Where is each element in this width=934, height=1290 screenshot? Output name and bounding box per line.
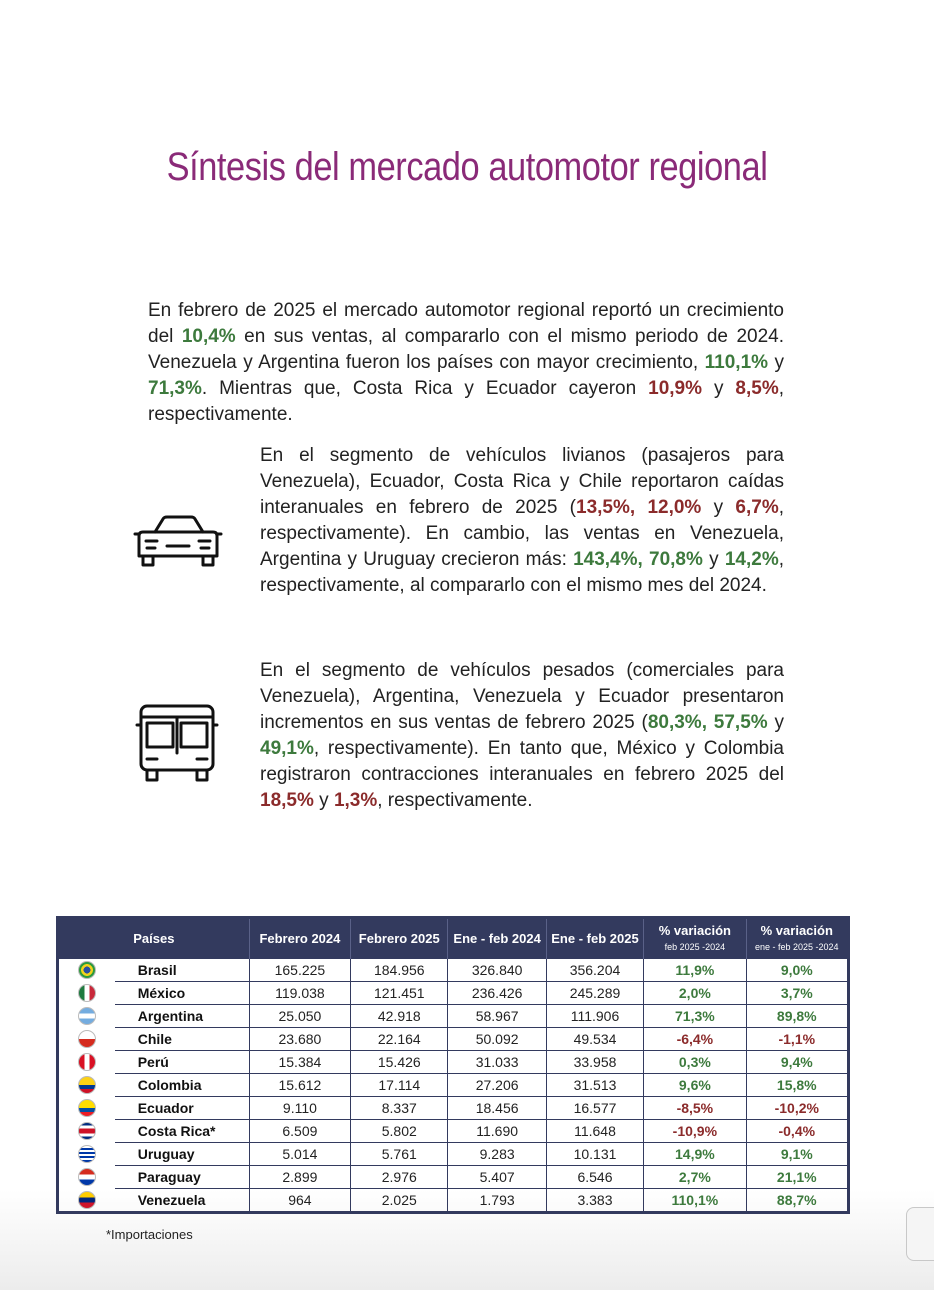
flag-cell — [58, 1120, 115, 1143]
percentage-value: 2,0% — [678, 985, 711, 1001]
flag-cell — [58, 959, 115, 982]
ene-feb-2025-cell: 111.906 — [546, 1005, 643, 1028]
table-header-row — [58, 918, 849, 960]
table-row — [58, 1143, 849, 1166]
variation-feb-cell — [644, 1051, 746, 1074]
country-cell: Colombia — [115, 1074, 250, 1097]
ene-feb-2024-cell: 326.840 — [448, 959, 546, 982]
ene-feb-2025-cell: 10.131 — [546, 1143, 643, 1166]
flag-cell — [58, 1189, 115, 1213]
text-segment: En el segmento de vehículos pesados (comerciales para Venezuela), Argentina, Venezuela y Ecuador presentaron incrementos en sus ventas de febrero 2025 ( — [260, 660, 784, 733]
table-row — [58, 1189, 849, 1213]
variation-feb-cell — [644, 1028, 746, 1051]
feb-2024-cell: 964 — [249, 1189, 350, 1213]
variation-ene-feb-cell — [746, 1120, 848, 1143]
negative-figure: 10,9% — [648, 378, 702, 399]
table-row — [58, 1097, 849, 1120]
text-segment: y — [313, 790, 334, 811]
flag-cell — [58, 1097, 115, 1120]
text-segment: y — [702, 549, 725, 570]
text-segment: y — [702, 378, 736, 399]
positive-figure: 10,4% — [181, 326, 236, 347]
header-countries: Países — [58, 918, 250, 960]
table-row — [58, 982, 849, 1005]
negative-figure: 18,5% — [260, 790, 314, 811]
variation-feb-cell — [644, 1143, 746, 1166]
text-segment: , respectivamente, al compararlo con el mismo mes del 2024. — [260, 549, 785, 596]
feb-2025-cell: 184.956 — [351, 959, 448, 982]
text-segment: y — [767, 712, 784, 733]
feb-2024-cell: 119.038 — [249, 982, 350, 1005]
feb-2025-cell: 22.164 — [351, 1028, 448, 1051]
brazil-flag-icon — [78, 961, 96, 979]
header-variation-ene-feb: % variación ene - feb 2025 -2024 — [746, 918, 848, 960]
percentage-value: 110,1% — [671, 1192, 719, 1208]
ene-feb-2024-cell: 27.206 — [448, 1074, 546, 1097]
percentage-value: 11,9% — [675, 962, 715, 978]
positive-figure: 110,1% — [704, 352, 769, 373]
positive-figure: 80,3%, 57,5% — [647, 712, 768, 733]
paraguay-flag-icon — [78, 1168, 96, 1186]
ene-feb-2024-cell: 18.456 — [448, 1097, 546, 1120]
text-segment: y — [768, 352, 785, 373]
text-segment: . Mientras que, Costa Rica y Ecuador cayeron — [201, 378, 649, 399]
feb-2025-cell: 5.761 — [351, 1143, 448, 1166]
feb-2024-cell: 15.612 — [249, 1074, 350, 1097]
flag-cell — [58, 1051, 115, 1074]
flag-cell — [58, 982, 115, 1005]
light-vehicles-paragraph — [260, 443, 784, 599]
flag-cell — [58, 1143, 115, 1166]
ene-feb-2025-cell: 6.546 — [546, 1166, 643, 1189]
feb-2024-cell: 6.509 — [249, 1120, 350, 1143]
country-cell: Argentina — [115, 1005, 250, 1028]
percentage-value: 3,7% — [780, 985, 813, 1001]
car-icon — [133, 514, 223, 568]
table-row — [58, 1005, 849, 1028]
percentage-value: 89,8% — [776, 1008, 817, 1024]
feb-2025-cell: 2.976 — [351, 1166, 448, 1189]
negative-figure: 8,5% — [735, 378, 779, 399]
country-cell: México — [115, 982, 250, 1005]
flag-cell — [58, 1005, 115, 1028]
variation-ene-feb-cell — [746, 959, 848, 982]
ene-feb-2024-cell: 58.967 — [448, 1005, 546, 1028]
heavy-vehicles-paragraph — [260, 658, 784, 814]
variation-ene-feb-cell — [746, 1166, 848, 1189]
negative-figure: 13,5%, 12,0% — [576, 497, 702, 518]
variation-feb-cell — [644, 1120, 746, 1143]
feb-2024-cell: 25.050 — [249, 1005, 350, 1028]
positive-figure: 71,3% — [148, 378, 202, 399]
ene-feb-2025-cell: 16.577 — [546, 1097, 643, 1120]
variation-feb-cell — [644, 1097, 746, 1120]
feb-2025-cell: 121.451 — [351, 982, 448, 1005]
sales-table — [56, 916, 850, 1214]
feb-2025-cell: 15.426 — [351, 1051, 448, 1074]
variation-ene-feb-cell — [746, 1005, 848, 1028]
variation-ene-feb-cell — [746, 1051, 848, 1074]
percentage-value: -10,9% — [672, 1123, 718, 1139]
table-row — [58, 959, 849, 982]
costa-rica-flag-icon — [78, 1122, 96, 1140]
feb-2025-cell: 42.918 — [351, 1005, 448, 1028]
ene-feb-2025-cell: 49.534 — [546, 1028, 643, 1051]
variation-ene-feb-cell — [746, 1074, 848, 1097]
percentage-value: 9,6% — [678, 1077, 711, 1093]
colombia-flag-icon — [78, 1076, 96, 1094]
percentage-value: 9,0% — [780, 962, 813, 978]
text-segment: , respectivamente). En cambio, las ventas en Venezuela, Argentina y Uruguay crecieron más: — [260, 497, 784, 570]
ene-feb-2025-cell: 3.383 — [546, 1189, 643, 1213]
percentage-value: -0,4% — [778, 1123, 816, 1139]
percentage-value: -10,2% — [774, 1100, 819, 1116]
argentina-flag-icon — [78, 1007, 96, 1025]
feb-2024-cell: 15.384 — [249, 1051, 350, 1074]
text-segment: , respectivamente). En tanto que, México y Colombia registraron contracciones interanuales en febrero 2025 del — [260, 738, 784, 785]
ene-feb-2024-cell: 5.407 — [448, 1166, 546, 1189]
variation-ene-feb-cell — [746, 1189, 848, 1213]
variation-feb-cell — [644, 959, 746, 982]
text-segment: , respectivamente. — [148, 378, 784, 425]
negative-figure: 6,7% — [735, 497, 779, 518]
variation-feb-cell — [644, 1189, 746, 1213]
country-cell: Costa Rica* — [115, 1120, 250, 1143]
variation-ene-feb-cell — [746, 1143, 848, 1166]
venezuela-flag-icon — [78, 1191, 96, 1209]
feb-2024-cell: 23.680 — [249, 1028, 350, 1051]
ene-feb-2024-cell: 9.283 — [448, 1143, 546, 1166]
text-segment: en sus ventas, al compararlo con el mismo periodo de 2024. Venezuela y Argentina fueron los países con mayor crecimiento, — [148, 326, 785, 373]
table-row — [58, 1166, 849, 1189]
variation-ene-feb-cell — [746, 1028, 848, 1051]
flag-cell — [58, 1028, 115, 1051]
percentage-value: -6,4% — [676, 1031, 714, 1047]
percentage-value: 9,1% — [780, 1146, 813, 1162]
table-row — [58, 1028, 849, 1051]
footnote: *Importaciones — [106, 1227, 193, 1242]
country-cell: Venezuela — [115, 1189, 250, 1213]
variation-feb-cell — [644, 982, 746, 1005]
percentage-value: -1,1% — [778, 1031, 816, 1047]
feb-2024-cell: 165.225 — [249, 959, 350, 982]
percentage-value: 2,7% — [678, 1169, 711, 1185]
country-cell: Ecuador — [115, 1097, 250, 1120]
ene-feb-2024-cell: 11.690 — [448, 1120, 546, 1143]
variation-ene-feb-cell — [746, 982, 848, 1005]
peru-flag-icon — [78, 1053, 96, 1071]
scroll-button[interactable] — [906, 1207, 934, 1261]
text-segment: En febrero de 2025 el mercado automotor regional reportó un crecimiento del — [148, 300, 784, 347]
ene-feb-2025-cell: 356.204 — [546, 959, 643, 982]
header-variation-feb: % variación feb 2025 -2024 — [644, 918, 746, 960]
variation-feb-cell — [644, 1005, 746, 1028]
negative-figure: 1,3% — [333, 790, 378, 811]
percentage-value: 88,7% — [776, 1192, 817, 1208]
positive-figure: 14,2% — [724, 549, 779, 570]
country-cell: Paraguay — [115, 1166, 250, 1189]
country-cell: Perú — [115, 1051, 250, 1074]
header-feb-2025: Febrero 2025 — [351, 918, 448, 960]
flag-cell — [58, 1074, 115, 1097]
header-feb-2024: Febrero 2024 — [249, 918, 350, 960]
percentage-value: 0,3% — [678, 1054, 711, 1070]
uruguay-flag-icon — [78, 1145, 96, 1163]
positive-figure: 143,4%, 70,8% — [573, 549, 703, 570]
feb-2025-cell: 2.025 — [351, 1189, 448, 1213]
summary-paragraph — [148, 298, 784, 428]
variation-feb-cell — [644, 1074, 746, 1097]
table-row — [58, 1120, 849, 1143]
feb-2024-cell: 5.014 — [249, 1143, 350, 1166]
chile-flag-icon — [78, 1030, 96, 1048]
ene-feb-2024-cell: 50.092 — [448, 1028, 546, 1051]
country-cell: Chile — [115, 1028, 250, 1051]
feb-2025-cell: 8.337 — [351, 1097, 448, 1120]
text-segment: y — [701, 497, 736, 518]
percentage-value: 9,4% — [780, 1054, 813, 1070]
percentage-value: 14,9% — [675, 1146, 715, 1162]
feb-2025-cell: 17.114 — [351, 1074, 448, 1097]
percentage-value: 21,1% — [776, 1169, 817, 1185]
bus-icon — [135, 703, 219, 783]
ene-feb-2025-cell: 11.648 — [546, 1120, 643, 1143]
percentage-value: 71,3% — [675, 1008, 715, 1024]
ene-feb-2024-cell: 236.426 — [448, 982, 546, 1005]
feb-2025-cell: 5.802 — [351, 1120, 448, 1143]
country-cell: Brasil — [115, 959, 250, 982]
table-row — [58, 1074, 849, 1097]
header-ene-feb-2025: Ene - feb 2025 — [546, 918, 643, 960]
variation-feb-cell — [644, 1166, 746, 1189]
ene-feb-2024-cell: 31.033 — [448, 1051, 546, 1074]
mexico-flag-icon — [78, 984, 96, 1002]
country-cell: Uruguay — [115, 1143, 250, 1166]
header-ene-feb-2024: Ene - feb 2024 — [448, 918, 546, 960]
feb-2024-cell: 9.110 — [249, 1097, 350, 1120]
percentage-value: 15,8% — [776, 1077, 817, 1093]
ene-feb-2024-cell: 1.793 — [448, 1189, 546, 1213]
variation-ene-feb-cell — [746, 1097, 848, 1120]
page-title: Síntesis del mercado automotor regional — [166, 144, 768, 189]
table-row — [58, 1051, 849, 1074]
ene-feb-2025-cell: 33.958 — [546, 1051, 643, 1074]
ecuador-flag-icon — [78, 1099, 96, 1117]
positive-figure: 49,1% — [260, 738, 314, 759]
flag-cell — [58, 1166, 115, 1189]
feb-2024-cell: 2.899 — [249, 1166, 350, 1189]
percentage-value: -8,5% — [676, 1100, 714, 1116]
text-segment: , respectivamente. — [377, 790, 533, 811]
ene-feb-2025-cell: 31.513 — [546, 1074, 643, 1097]
text-segment: En el segmento de vehículos livianos (pasajeros para Venezuela), Ecuador, Costa Rica y Chile reportaron caídas interanuales en febrero de 2025 ( — [260, 445, 784, 518]
ene-feb-2025-cell: 245.289 — [546, 982, 643, 1005]
